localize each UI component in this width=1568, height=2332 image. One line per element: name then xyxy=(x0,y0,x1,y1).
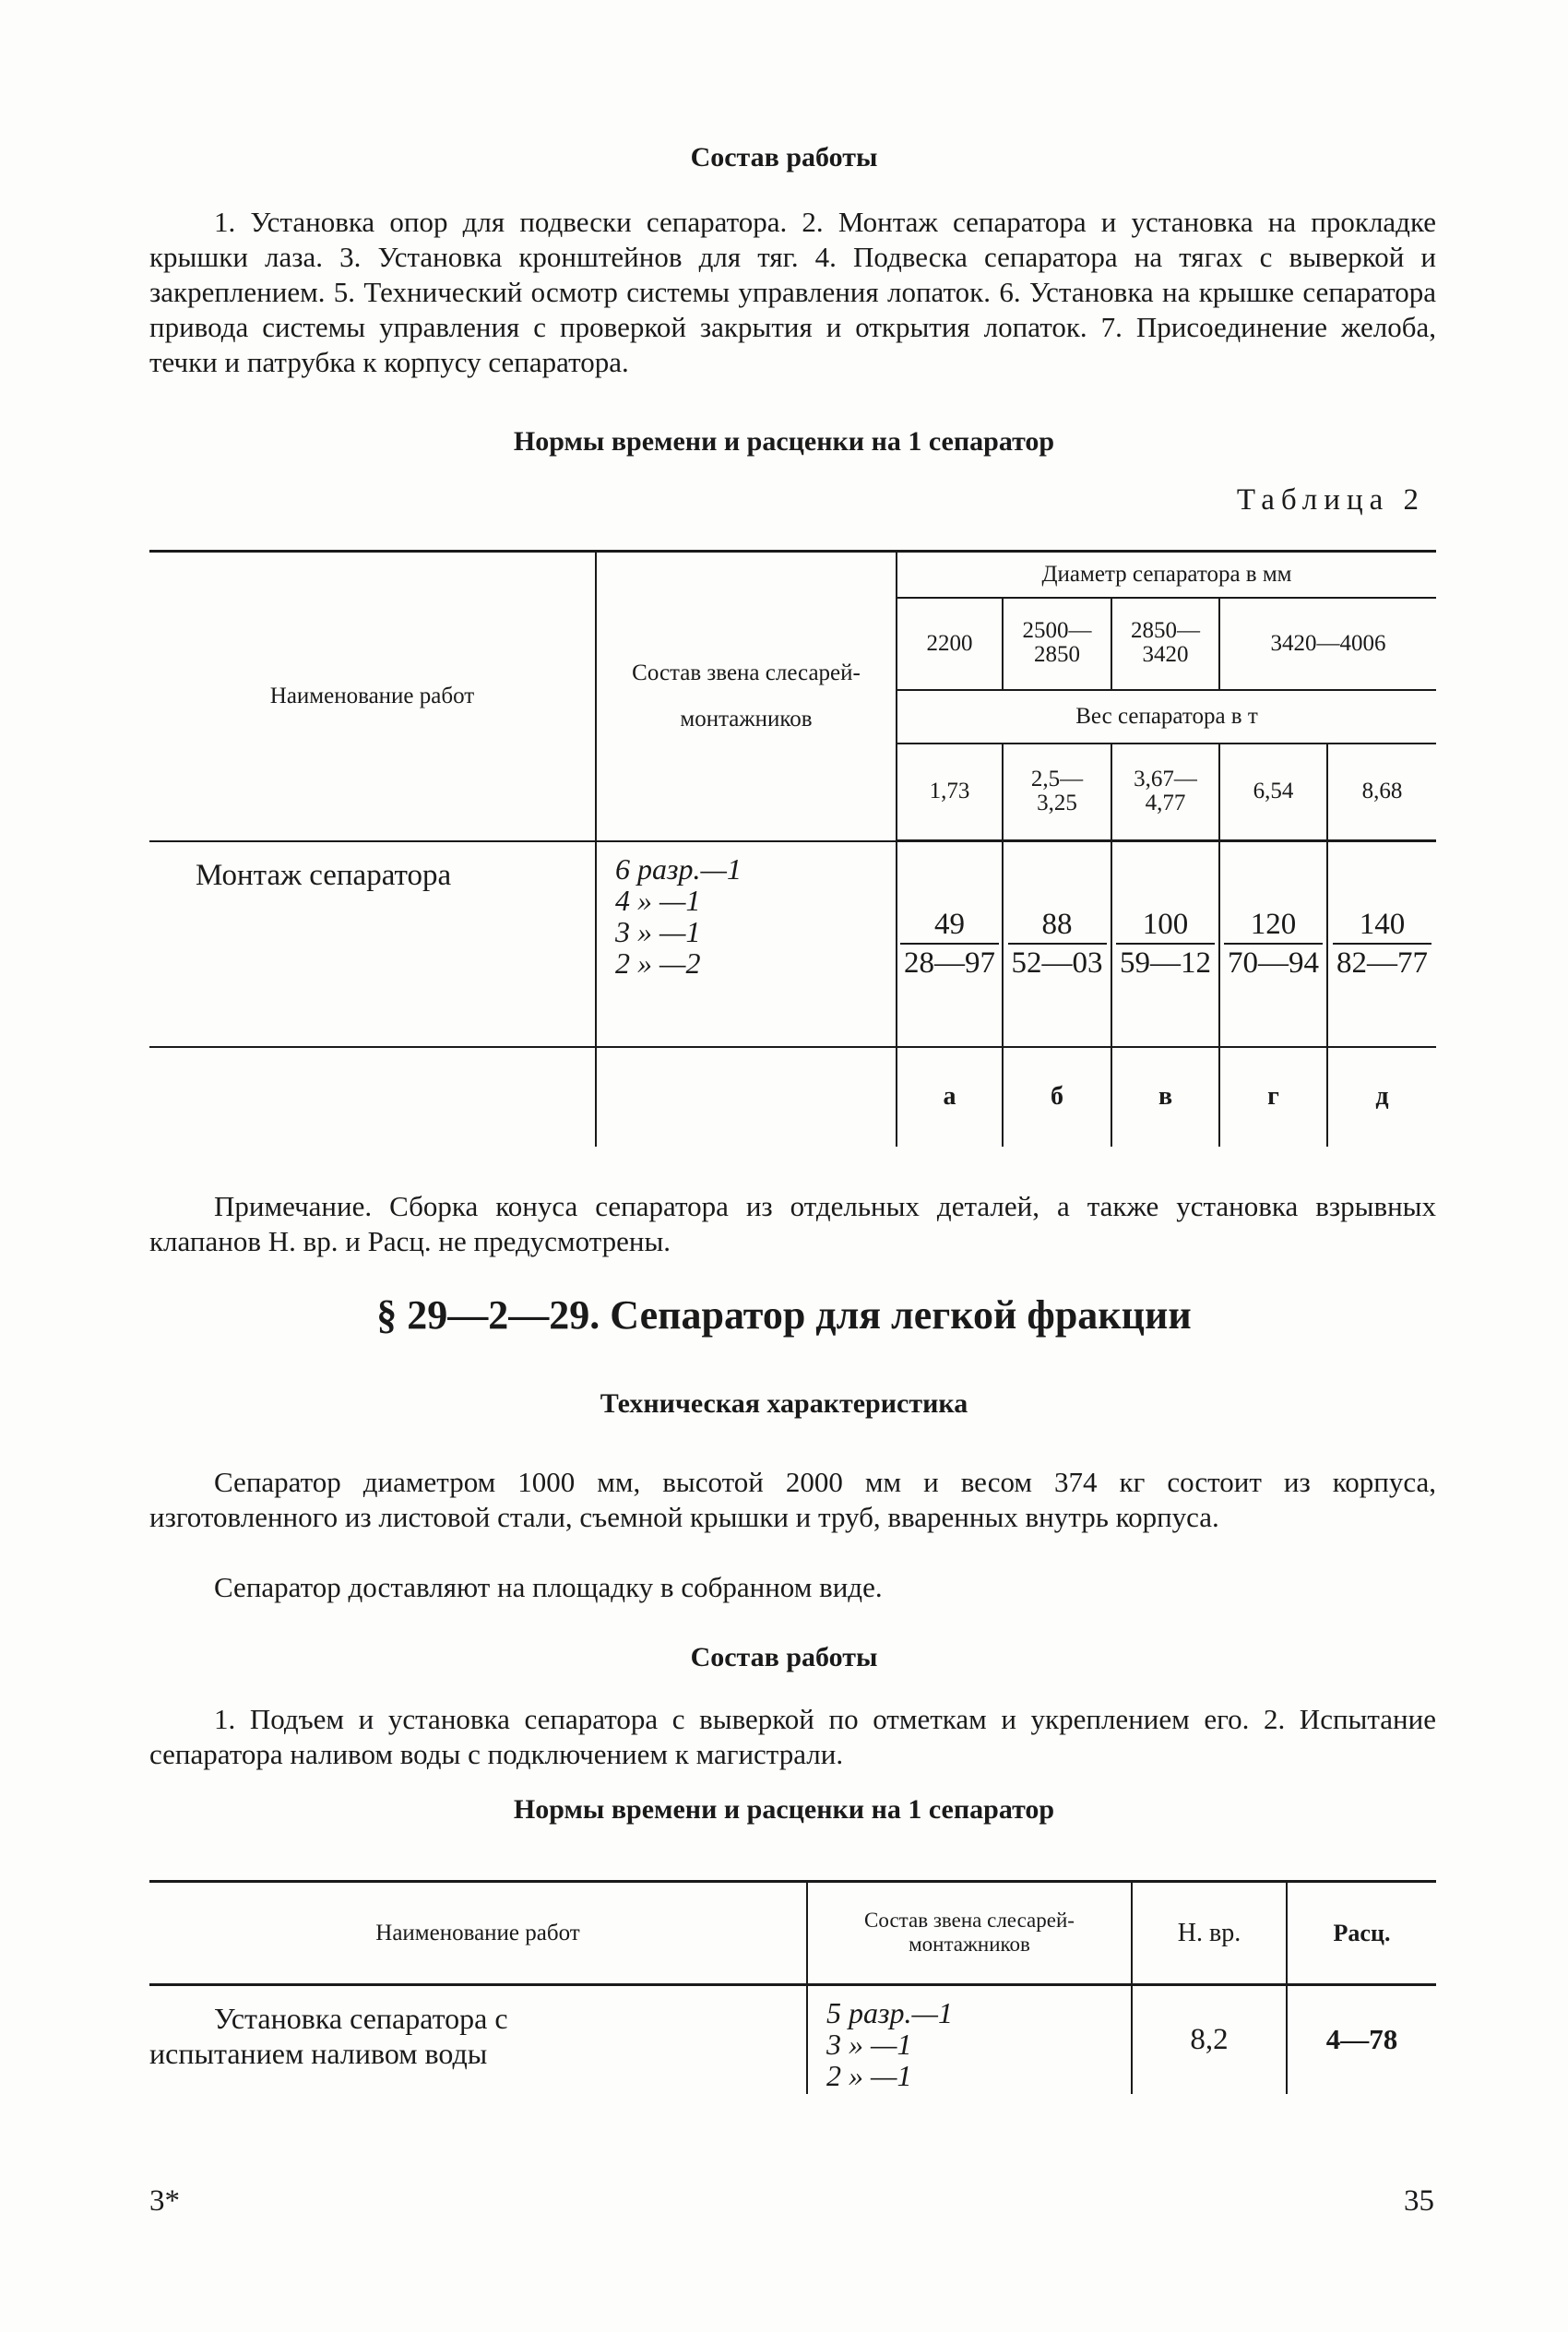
letters-row-empty-2 xyxy=(596,1047,897,1147)
work-composition-heading-2: Состав работы xyxy=(690,1642,878,1672)
t3-row-work-text: Установка сепаратора с испытанием наливом воды xyxy=(149,2002,508,2070)
norm-cell-1 xyxy=(897,841,1003,1047)
col-header-crew-text: Состав звена слесарей-монтажников xyxy=(632,660,861,732)
work-composition-text-2: 1. Подъем и установка сепаратора с выверкой по отметкам и укреплением его. 2. Испытание сепаратора наливом воды с подключением к магистрали. xyxy=(149,1703,1436,1770)
work-composition-paragraph-2 xyxy=(149,1702,1436,1772)
t3-crew-line-2: 3 » —1 xyxy=(826,2028,912,2061)
crew-line-4: 2 » —2 xyxy=(615,946,701,980)
column-letter-a: а xyxy=(897,1047,1003,1147)
crew-line-3: 3 » —1 xyxy=(615,914,701,948)
t3-crew-line-3: 2 » —1 xyxy=(826,2059,912,2092)
weight-3 xyxy=(1111,744,1219,841)
norm-cell-3 xyxy=(1111,841,1219,1047)
norm-time-2: 88 xyxy=(1041,908,1073,942)
norm-time-5: 140 xyxy=(1359,908,1406,942)
row-work-name: Монтаж сепаратора xyxy=(149,841,596,1047)
weight-1: 1,73 xyxy=(897,744,1003,841)
column-letter-b: б xyxy=(1003,1047,1111,1147)
work-composition-paragraph xyxy=(149,205,1436,380)
weight-4: 6,54 xyxy=(1219,744,1327,841)
section-heading-work-composition: Состав работы xyxy=(690,142,878,173)
norm-rate-5: 82—77 xyxy=(1333,943,1431,982)
crew-line-1: 6 разр.—1 xyxy=(615,851,742,886)
norm-fraction-1 xyxy=(900,906,999,982)
row-crew xyxy=(596,841,897,1047)
work-composition-text: 1. Установка опор для подвески сепаратора. 2. Монтаж сепаратора и установка на прокладке крышки лаза. 3. Установка кронштейнов для тяг. 4. Подвеска сепаратора на тягах с выверкой и закреплением. 5. Технический осмотр системы управления лопаток. 6. Установка на крышке сепаратора привода системы управления с проверкой закрытия и открытия лопаток. 7. Присоединение желоба, течки и патрубка к корпусу сепаратора. xyxy=(149,206,1436,378)
t3-col-header-work: Наименование работ xyxy=(149,1882,807,1985)
footer-signature-mark: 3* xyxy=(149,2184,180,2218)
table-note-text: Примечание. Сборка конуса сепаратора из отдельных деталей, а также установка взрывных клапанов Н. вр. и Расц. не предусмотрены. xyxy=(149,1190,1436,1257)
letters-row-empty-1 xyxy=(149,1047,596,1147)
t3-col-header-crew-text: Состав звена слесарей-монтажников xyxy=(864,1909,1075,1956)
norms-heading-1: Нормы времени и расценки на 1 сепаратор xyxy=(513,426,1055,457)
t3-row-time: 8,2 xyxy=(1132,1985,1287,2094)
t3-crew-line-1: 5 разр.—1 xyxy=(826,1996,953,2029)
col-header-crew xyxy=(596,552,897,841)
norm-time-3: 100 xyxy=(1142,908,1189,942)
norm-rate-2: 52—03 xyxy=(1008,943,1107,982)
table-note xyxy=(149,1189,1436,1259)
norm-fraction-4 xyxy=(1224,906,1323,982)
norm-cell-2 xyxy=(1003,841,1111,1047)
weight-5: 8,68 xyxy=(1327,744,1436,841)
weight-2-text: 2,5—3,25 xyxy=(1030,766,1084,815)
diameter-1: 2200 xyxy=(897,598,1003,690)
norm-time-4: 120 xyxy=(1250,908,1297,942)
diameter-header: Диаметр сепаратора в мм xyxy=(897,552,1436,598)
diameter-3 xyxy=(1111,598,1219,690)
t3-row-crew xyxy=(807,1985,1132,2094)
norm-fraction-5 xyxy=(1333,906,1431,982)
diameter-3-text: 2850—3420 xyxy=(1131,618,1200,667)
norm-cell-4 xyxy=(1219,841,1327,1047)
tech-characteristics-heading: Техническая характеристика xyxy=(600,1388,968,1419)
norm-fraction-2 xyxy=(1008,906,1107,982)
column-letter-d: д xyxy=(1327,1047,1436,1147)
tech-paragraph-2 xyxy=(149,1570,1436,1605)
t3-col-header-crew xyxy=(807,1882,1132,1985)
norm-rate-3: 59—12 xyxy=(1116,943,1215,982)
t3-col-header-time: Н. вр. xyxy=(1132,1882,1287,1985)
t3-col-header-rate: Расц. xyxy=(1287,1882,1436,1985)
weight-2 xyxy=(1003,744,1111,841)
norm-rate-4: 70—94 xyxy=(1224,943,1323,982)
column-letter-v: в xyxy=(1111,1047,1219,1147)
table-label: Таблица 2 xyxy=(1236,483,1425,517)
t3-row-rate: 4—78 xyxy=(1287,1985,1436,2094)
page-number: 35 xyxy=(1404,2184,1434,2218)
diameter-2-text: 2500—2850 xyxy=(1022,618,1092,667)
column-letter-g: г xyxy=(1219,1047,1327,1147)
tech-paragraph-1-text: Сепаратор диаметром 1000 мм, высотой 2000 мм и весом 374 кг состоит из корпуса, изготовленного из листовой стали, съемной крышки и труб, вваренных внутрь корпуса. xyxy=(149,1466,1436,1533)
norm-time-1: 49 xyxy=(934,908,965,942)
diameter-2 xyxy=(1003,598,1111,690)
col-header-work: Наименование работ xyxy=(149,552,596,841)
crew-line-2: 4 » —1 xyxy=(615,883,701,917)
norm-rate-1: 28—97 xyxy=(900,943,999,982)
norm-cell-5 xyxy=(1327,841,1436,1047)
t3-row-work xyxy=(149,1985,807,2094)
section-title-29-2-29: § 29—2—29. Сепаратор для легкой фракции xyxy=(376,1292,1192,1338)
tech-paragraph-2-text: Сепаратор доставляют на площадку в собранном виде. xyxy=(214,1571,883,1603)
table-2 xyxy=(149,550,1436,1147)
diameter-4: 3420—4006 xyxy=(1219,598,1436,690)
weight-header: Вес сепаратора в т xyxy=(897,690,1436,744)
tech-paragraph-1 xyxy=(149,1465,1436,1535)
norms-heading-2: Нормы времени и расценки на 1 сепаратор xyxy=(513,1794,1055,1825)
norm-fraction-3 xyxy=(1116,906,1215,982)
table-3 xyxy=(149,1880,1436,2094)
weight-3-text: 3,67—4,77 xyxy=(1134,766,1197,815)
